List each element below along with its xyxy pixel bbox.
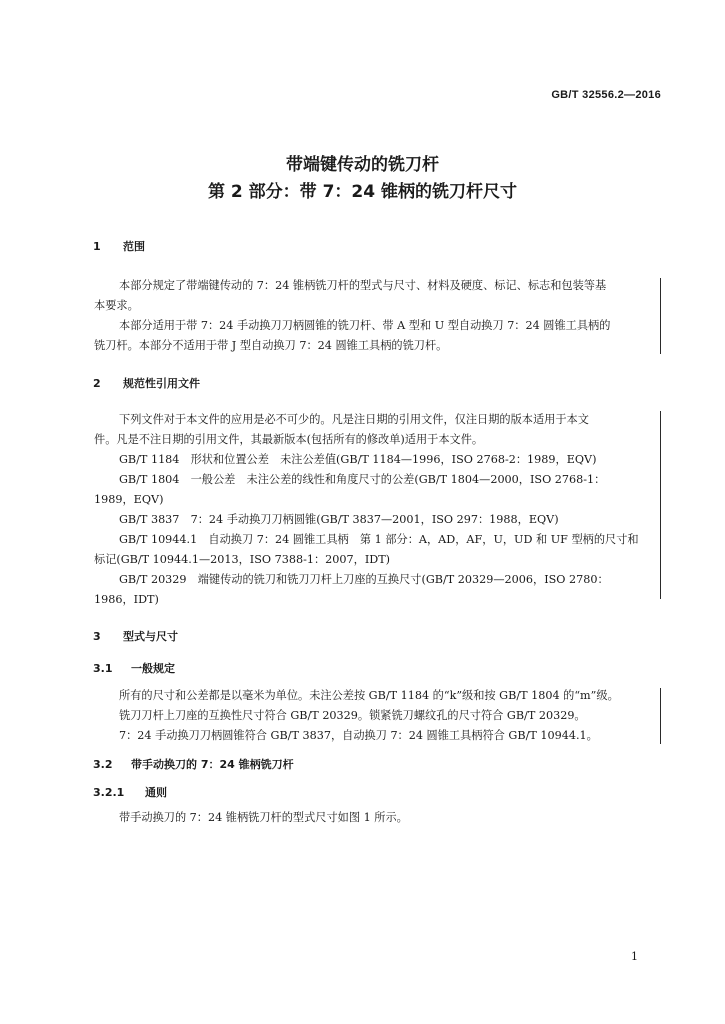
scope-paragraph-1-line-1: 本部分规定了带端键传动的 7：24 锥柄铣刀杆的型式与尺寸、材料及硬度、标记、标志和包装等基 [119, 279, 607, 292]
scope-paragraph-2-line-2: 铣刀杆。本部分不适用于带 J 型自动换刀 7：24 圆锥工具柄的铣刀杆。 [94, 339, 448, 352]
section-number: 3 [93, 630, 101, 643]
reference-gbt-3837: GB/T 3837 7：24 手动换刀刀柄圆锥(GB/T 3837—2001，ISO 297：1988，EQV) [119, 513, 559, 526]
section-number: 3.2.1 [93, 786, 125, 799]
section-number: 2 [93, 377, 101, 390]
scope-paragraph-1-line-2: 本要求。 [94, 299, 139, 312]
change-bar [660, 278, 661, 354]
reference-gbt-1804-line-1: GB/T 1804 一般公差 未注公差的线性和角度尺寸的公差(GB/T 1804—2000，ISO 2768-1： [119, 473, 606, 486]
reference-gbt-20329-line-2: 1986，IDT) [94, 593, 159, 606]
reference-gbt-20329-line-1: GB/T 20329 端键传动的铣刀和铣刀刀杆上刀座的互换尺寸(GB/T 20329—2006，ISO 2780： [119, 573, 609, 586]
general-clause-line-1: 带手动换刀的 7：24 锥柄铣刀杆的型式尺寸如图 1 所示。 [119, 811, 408, 824]
references-intro-line-2: 件。凡是不注日期的引用文件，其最新版本(包括所有的修改单)适用于本文件。 [94, 433, 484, 446]
general-rule-line-2: 铣刀刀杆上刀座的互换性尺寸符合 GB/T 20329。锁紧铣刀螺纹孔的尺寸符合 GB/T 20329。 [119, 709, 586, 722]
reference-gbt-1804-line-2: 1989，EQV) [94, 493, 164, 506]
general-rule-line-1: 所有的尺寸和公差都是以毫米为单位。未注公差按 GB/T 1184 的“k”级和按 GB/T 1804 的“m”级。 [119, 689, 619, 702]
reference-gbt-10944-line-2: 标记(GB/T 10944.1—2013，ISO 7388-1：2007，IDT) [94, 553, 391, 566]
references-intro-line-1: 下列文件对于本文件的应用是必不可少的。凡是注日期的引用文件，仅注日期的版本适用于本文 [119, 413, 589, 426]
section-3-heading [93, 628, 178, 644]
section-1-heading [93, 238, 145, 254]
section-title: 范围 [123, 240, 145, 253]
reference-gbt-1184: GB/T 1184 形状和位置公差 未注公差值(GB/T 1184—1996，ISO 2768-2：1989，EQV) [119, 453, 597, 466]
section-number: 1 [93, 240, 101, 253]
standard-number-header: GB/T 32556.2—2016 [551, 89, 661, 101]
page-number: 1 [631, 950, 638, 963]
change-bar [660, 411, 661, 599]
section-3-2-heading [93, 756, 294, 772]
document-subtitle: 第 2 部分：带 7：24 锥柄的铣刀杆尺寸 [208, 182, 517, 202]
change-bar [660, 688, 661, 744]
document-title: 带端键传动的铣刀杆 [286, 155, 439, 175]
section-title: 一般规定 [131, 662, 175, 675]
section-number: 3.2 [93, 758, 113, 771]
general-rule-line-3: 7：24 手动换刀刀柄圆锥符合 GB/T 3837，自动换刀 7：24 圆锥工具柄符合 GB/T 10944.1。 [119, 729, 598, 742]
section-3-2-1-heading [93, 784, 167, 800]
section-title: 规范性引用文件 [123, 377, 200, 390]
section-3-1-heading [93, 660, 175, 676]
section-title: 带手动换刀的 7：24 锥柄铣刀杆 [131, 758, 294, 771]
section-2-heading [93, 375, 200, 391]
section-number: 3.1 [93, 662, 113, 675]
scope-paragraph-2-line-1: 本部分适用于带 7：24 手动换刀刀柄圆锥的铣刀杆、带 A 型和 U 型自动换刀 7：24 圆锥工具柄的 [119, 319, 611, 332]
reference-gbt-10944-line-1: GB/T 10944.1 自动换刀 7：24 圆锥工具柄 第 1 部分：A，AD，AF，U，UD 和 UF 型柄的尺寸和 [119, 533, 639, 546]
section-title: 通则 [145, 786, 167, 799]
section-title: 型式与尺寸 [123, 630, 178, 643]
